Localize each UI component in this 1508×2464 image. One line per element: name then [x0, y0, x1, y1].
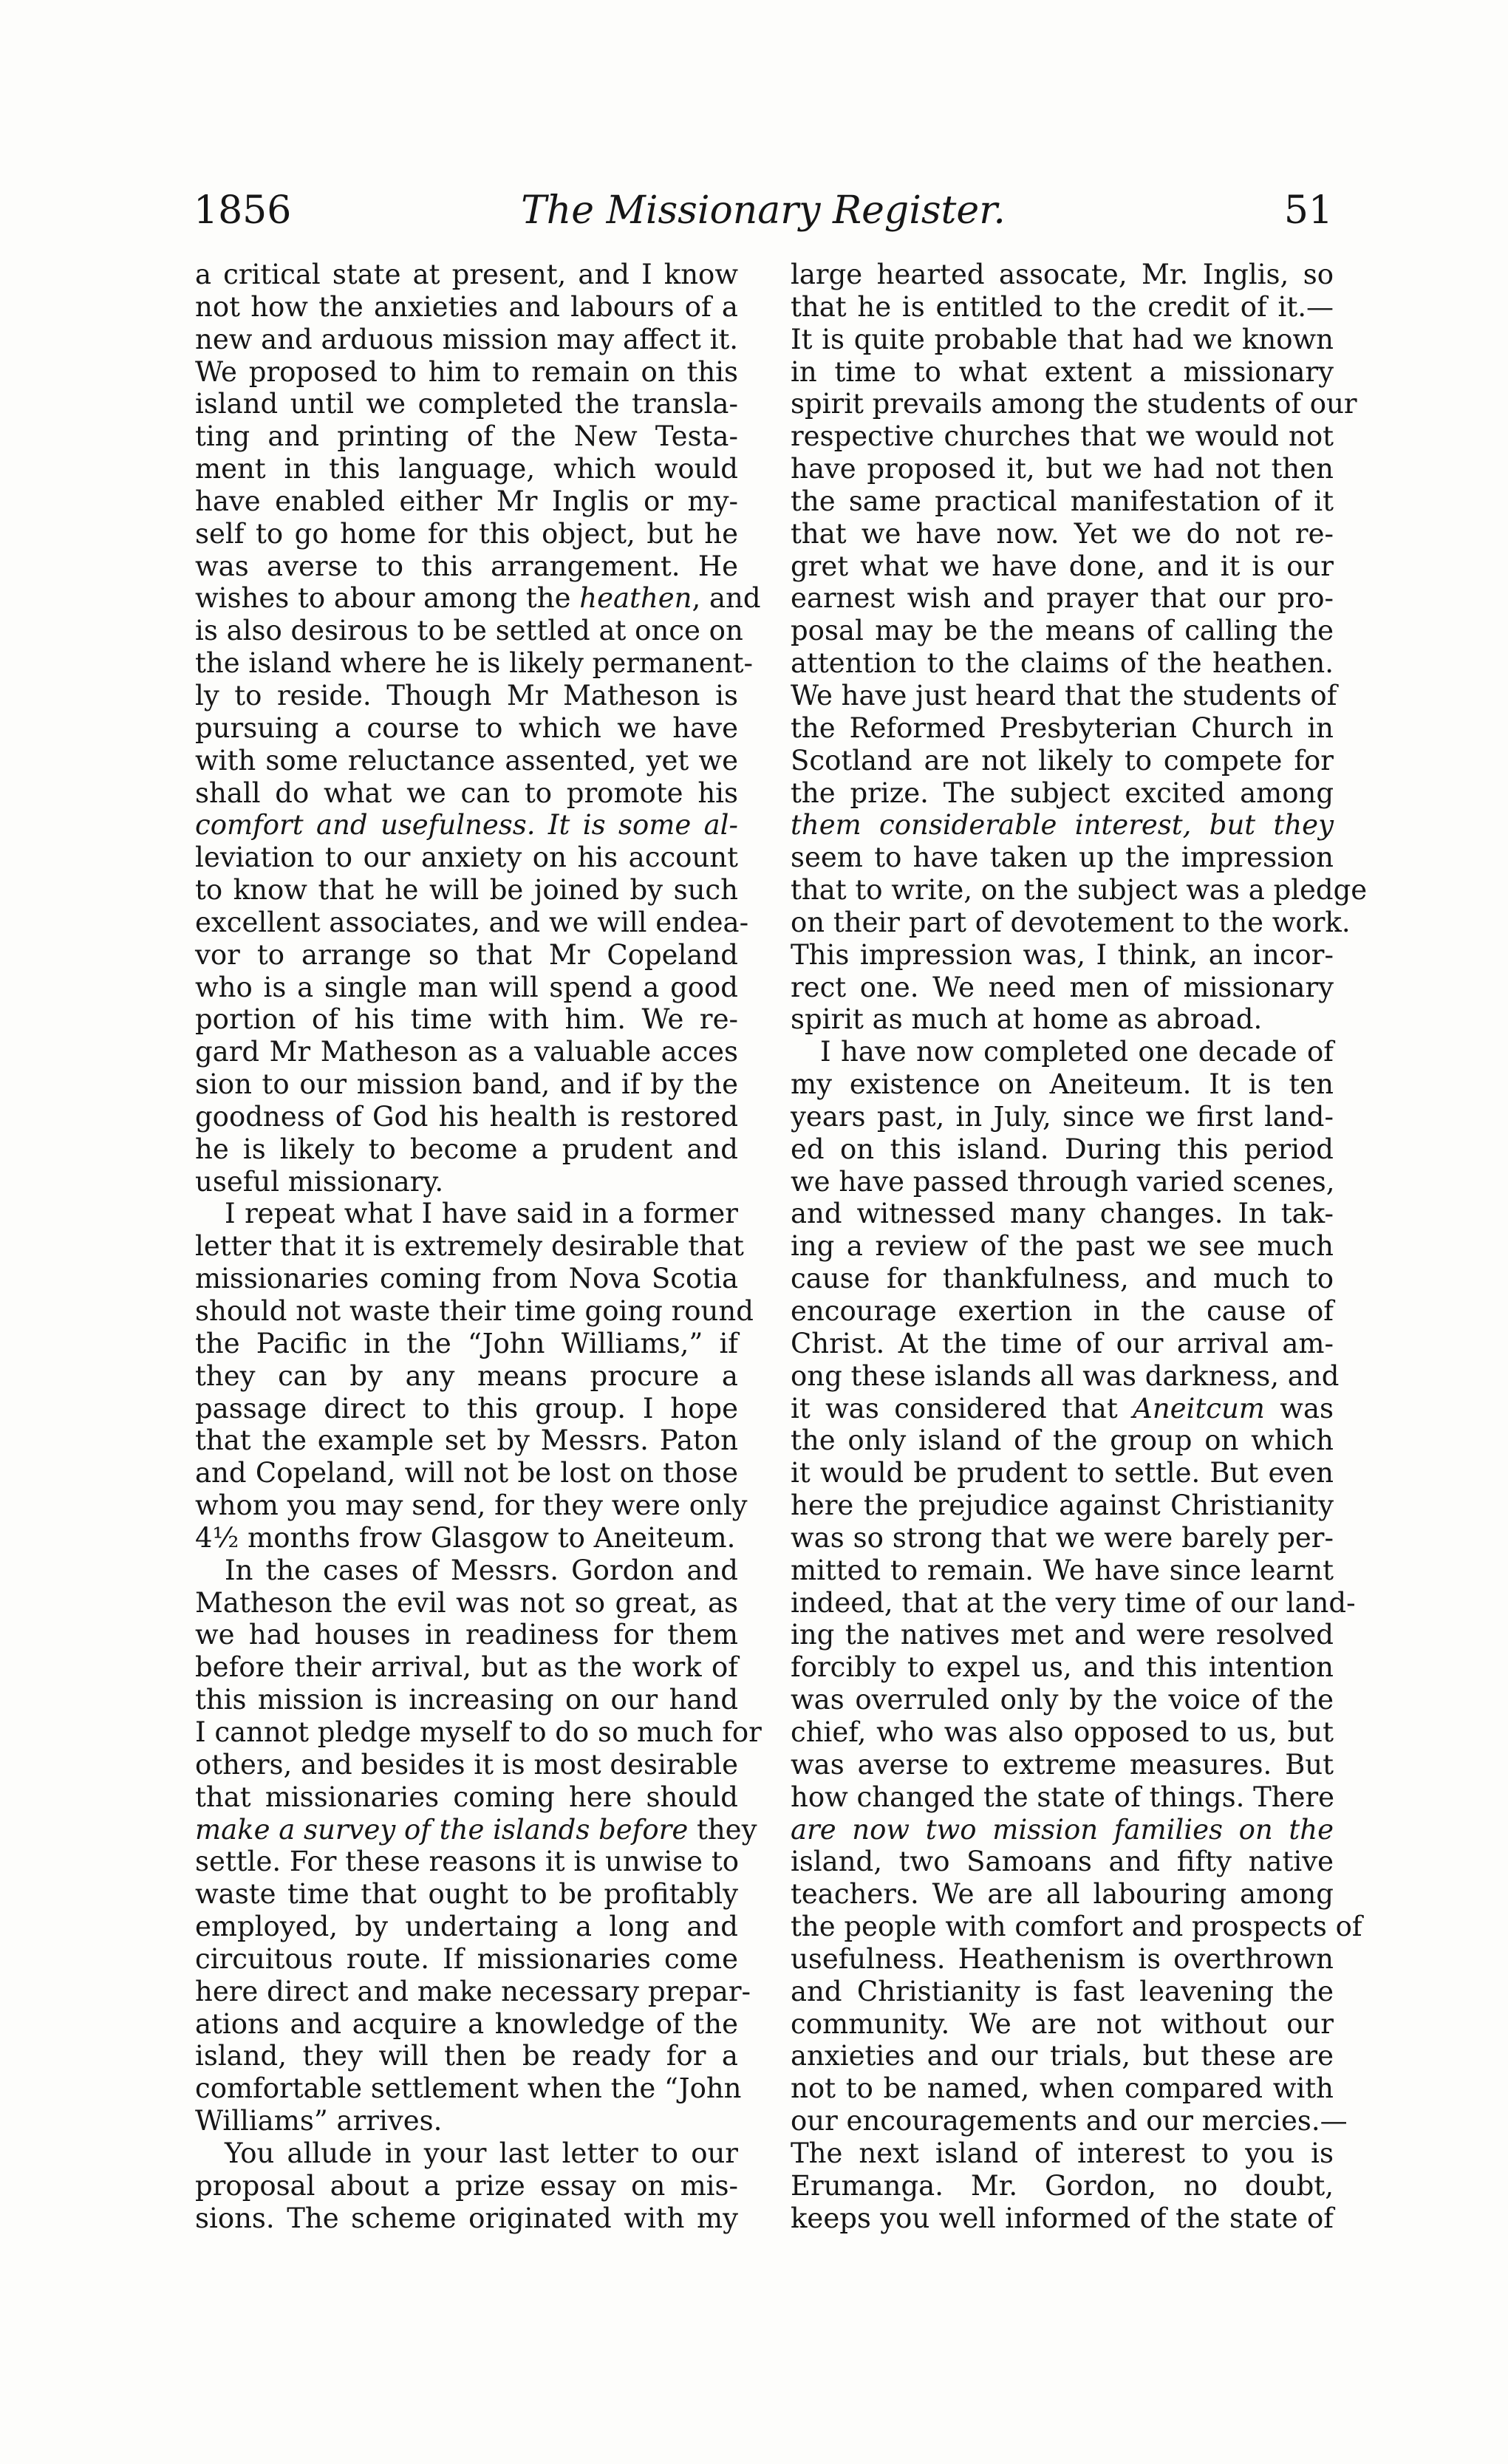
text-line: others, and besides it is most desirable [195, 1748, 738, 1781]
text-line: 4½ months frow Glasgow to Aneiteum. [195, 1521, 736, 1554]
text-line: posal may be the means of calling the [791, 615, 1334, 647]
text-line: them considerable interest, but they [791, 809, 1334, 842]
italic-text: make a survey of the islands before [195, 1813, 689, 1846]
text-line: Erumanga. Mr. Gordon, no doubt, [791, 2169, 1334, 2202]
text-line: Matheson the evil was not so great, as [195, 1586, 738, 1619]
header-year: 1856 [194, 188, 292, 233]
text-line: rect one. We need men of missionary [791, 971, 1334, 1003]
text-line: seem to have taken up the impression [791, 842, 1334, 874]
text-line: You allude in your last letter to our [225, 2137, 738, 2169]
text-line: gard Mr Matheson as a valuable acces [195, 1036, 738, 1068]
text-line: was so strong that we were barely per- [791, 1521, 1334, 1554]
text-segment: it was considered that [791, 1392, 1118, 1424]
text-line: and Christianity is fast leavening the [791, 1975, 1334, 2007]
text-line: this mission is increasing on our hand [195, 1684, 738, 1716]
text-line: anxieties and our trials, but these are [791, 2040, 1334, 2072]
text-line: whom you may send, for they were only [195, 1489, 748, 1522]
text-line: he is likely to become a prudent and [195, 1133, 738, 1165]
text-line: they can by any means procure a [195, 1359, 738, 1392]
text-line: The next island of interest to you is [791, 2137, 1334, 2169]
text-line: proposal about a prize essay on mis- [195, 2169, 738, 2202]
text-line: have enabled either Mr Inglis or my- [195, 485, 738, 517]
text-segment: they [688, 1813, 757, 1846]
text-line: I have now completed one decade of [820, 1036, 1334, 1068]
text-line: passage direct to this group. I hope [195, 1392, 738, 1424]
text-line: should not waste their time going round [195, 1295, 754, 1327]
text-line: island, they will then be ready for a [195, 2040, 738, 2072]
text-line: ing the natives met and were resolved [791, 1619, 1334, 1651]
text-line: spirit prevails among the students of our [791, 388, 1357, 420]
text-line: ations and acquire a knowledge of the [195, 2007, 738, 2040]
text-line: that the example set by Messrs. Paton [195, 1424, 738, 1457]
text-line: ong these islands all was darkness, and [791, 1359, 1340, 1392]
text-line: settle. For these reasons it is unwise to [195, 1846, 739, 1878]
text-line: ment in this language, which would [195, 453, 738, 485]
text-line: respective churches that we would not [791, 420, 1334, 453]
text-line: earnest wish and prayer that our pro- [791, 582, 1334, 615]
text-line: goodness of God his health is restored [195, 1100, 738, 1133]
text-line: community. We are not without our [791, 2007, 1334, 2040]
text-line: are now two mission families on the [791, 1813, 1334, 1846]
text-line: the prize. The subject excited among [791, 777, 1334, 809]
left-column [195, 259, 762, 2234]
text-segment: , and [692, 582, 761, 615]
text-line: with some reluctance assented, yet we [195, 744, 738, 777]
text-line: large hearted assocate, Mr. Inglis, so [791, 259, 1334, 290]
text-line: the people with comfort and prospects of [791, 1911, 1362, 1943]
text-line: ing a review of the past we see much [791, 1230, 1334, 1263]
text-line [195, 582, 761, 615]
text-line: missionaries coming from Nova Scotia [195, 1263, 738, 1295]
text-line: how changed the state of things. There [791, 1781, 1335, 1813]
text-line: and witnessed many changes. In tak- [791, 1198, 1334, 1230]
text-line: that missionaries coming here should [195, 1781, 738, 1813]
text-line: new and arduous mission may affect it. [195, 323, 739, 355]
text-line: I cannot pledge myself to do so much for [195, 1716, 762, 1748]
text-line: is also desirous to be settled at once on [195, 615, 743, 647]
italic-text: heathen [579, 582, 692, 615]
text-line: indeed, that at the very time of our land- [791, 1586, 1356, 1619]
text-line: sions. The scheme originated with my [195, 2202, 738, 2234]
text-line: we had houses in readiness for them [195, 1619, 738, 1651]
text-line: sion to our mission band, and if by the [195, 1068, 738, 1101]
italic-text: Aneitcum [1133, 1392, 1265, 1424]
text-line: it would be prudent to settle. But even [791, 1457, 1334, 1489]
right-column [791, 259, 1368, 2234]
text-line: In the cases of Messrs. Gordon and [225, 1554, 738, 1586]
text-line: cause for thankfulness, and much to [791, 1263, 1334, 1295]
text-line: pursuing a course to which we have [195, 711, 738, 744]
text-line: useful missionary. [195, 1165, 444, 1198]
text-line: was overruled only by the voice of the [791, 1684, 1334, 1716]
text-line: comfort and usefulness. It is some al- [195, 809, 738, 842]
text-line: that he is entitled to the credit of it.— [791, 290, 1334, 323]
text-line: my existence on Aneiteum. It is ten [791, 1068, 1334, 1101]
text-line: who is a single man will spend a good [195, 971, 738, 1003]
text-line: letter that it is extremely desirable that [195, 1230, 744, 1263]
text-line: ting and printing of the New Testa- [195, 420, 738, 453]
text-line: circuitous route. If missionaries come [195, 1942, 738, 1975]
text-line [791, 1393, 1334, 1425]
text-line: leviation to our anxiety on his account [195, 842, 738, 874]
text-line: the Reformed Presbyterian Church in [791, 711, 1334, 744]
text-line: I repeat what I have said in a former [225, 1198, 738, 1230]
text-line: was averse to this arrangement. He [195, 550, 738, 582]
text-segment: was [1264, 1392, 1334, 1424]
text-line: Williams” arrives. [195, 2105, 443, 2137]
header-title: The Missionary Register. [521, 188, 1006, 233]
text-line: vor to arrange so that Mr Copeland [195, 938, 738, 971]
text-line: shall do what we can to promote his [195, 777, 738, 809]
text-line: portion of his time with him. We re- [195, 1003, 738, 1036]
text-line: teachers. We are all labouring among [791, 1878, 1334, 1911]
text-line: was averse to extreme measures. But [791, 1748, 1334, 1781]
text-line: spirit as much at home as abroad. [791, 1003, 1263, 1036]
text-line: not to be named, when compared with [791, 2072, 1334, 2105]
text-line: island until we completed the transla- [195, 388, 738, 420]
text-line [195, 1813, 757, 1846]
page-number: 51 [1283, 188, 1333, 233]
text-line: encourage exertion in the cause of [791, 1295, 1334, 1327]
text-line: keeps you well informed of the state of [791, 2202, 1334, 2234]
text-line: the same practical manifestation of it [791, 485, 1334, 517]
text-line: We proposed to him to remain on this [195, 355, 738, 388]
text-line: we have passed through varied scenes, [791, 1165, 1335, 1198]
text-line: a critical state at present, and I know [195, 259, 738, 290]
text-segment: wishes to abour among the [195, 582, 571, 615]
text-line: in time to what extent a missionary [791, 355, 1334, 388]
text-line: It is quite probable that had we known [791, 323, 1334, 355]
text-line: chief, who was also opposed to us, but [791, 1716, 1334, 1748]
text-line: the island where he is likely permanent- [195, 647, 753, 680]
text-line: years past, in July, since we first land- [791, 1100, 1334, 1133]
text-line: and Copeland, will not be lost on those [195, 1457, 738, 1489]
text-line: waste time that ought to be profitably [195, 1878, 738, 1911]
text-line: not how the anxieties and labours of a [195, 290, 738, 323]
text-line: here direct and make necessary prepar- [195, 1975, 751, 2007]
text-line: ed on this island. During this period [791, 1133, 1334, 1165]
text-line: employed, by undertaing a long and [195, 1911, 738, 1943]
text-line: our encouragements and our mercies.— [791, 2105, 1348, 2137]
text-line: self to go home for this object, but he [195, 517, 738, 550]
text-line: excellent associates, and we will endea- [195, 906, 749, 938]
text-line: on their part of devotement to the work. [791, 906, 1351, 938]
text-line: attention to the claims of the heathen. [791, 647, 1334, 680]
text-line: have proposed it, but we had not then [791, 453, 1334, 485]
text-line: before their arrival, but as the work of [195, 1651, 738, 1684]
text-line: island, two Samoans and fifty native [791, 1846, 1334, 1878]
text-line: that we have now. Yet we do not re- [791, 517, 1334, 550]
text-line: the Pacific in the “John Williams,” if [195, 1327, 738, 1359]
text-line: Scotland are not likely to compete for [791, 744, 1334, 777]
text-line: to know that he will be joined by such [195, 874, 738, 907]
text-line: that to write, on the subject was a pledge [791, 874, 1368, 907]
text-line: We have just heard that the students of [791, 679, 1337, 711]
text-line: gret what we have done, and it is our [791, 550, 1334, 582]
text-line: usefulness. Heathenism is overthrown [791, 1942, 1334, 1975]
text-line: ly to reside. Though Mr Matheson is [195, 679, 738, 711]
text-line: comfortable settlement when the “John [195, 2072, 742, 2105]
text-line: forcibly to expel us, and this intention [791, 1651, 1334, 1684]
text-line: Christ. At the time of our arrival am- [791, 1327, 1334, 1359]
text-line: This impression was, I think, an incor- [791, 938, 1334, 971]
text-line: the only island of the group on which [791, 1424, 1334, 1457]
running-header [194, 185, 1333, 236]
text-line: here the prejudice against Christianity [791, 1489, 1334, 1522]
text-line: mitted to remain. We have since learnt [791, 1554, 1334, 1586]
